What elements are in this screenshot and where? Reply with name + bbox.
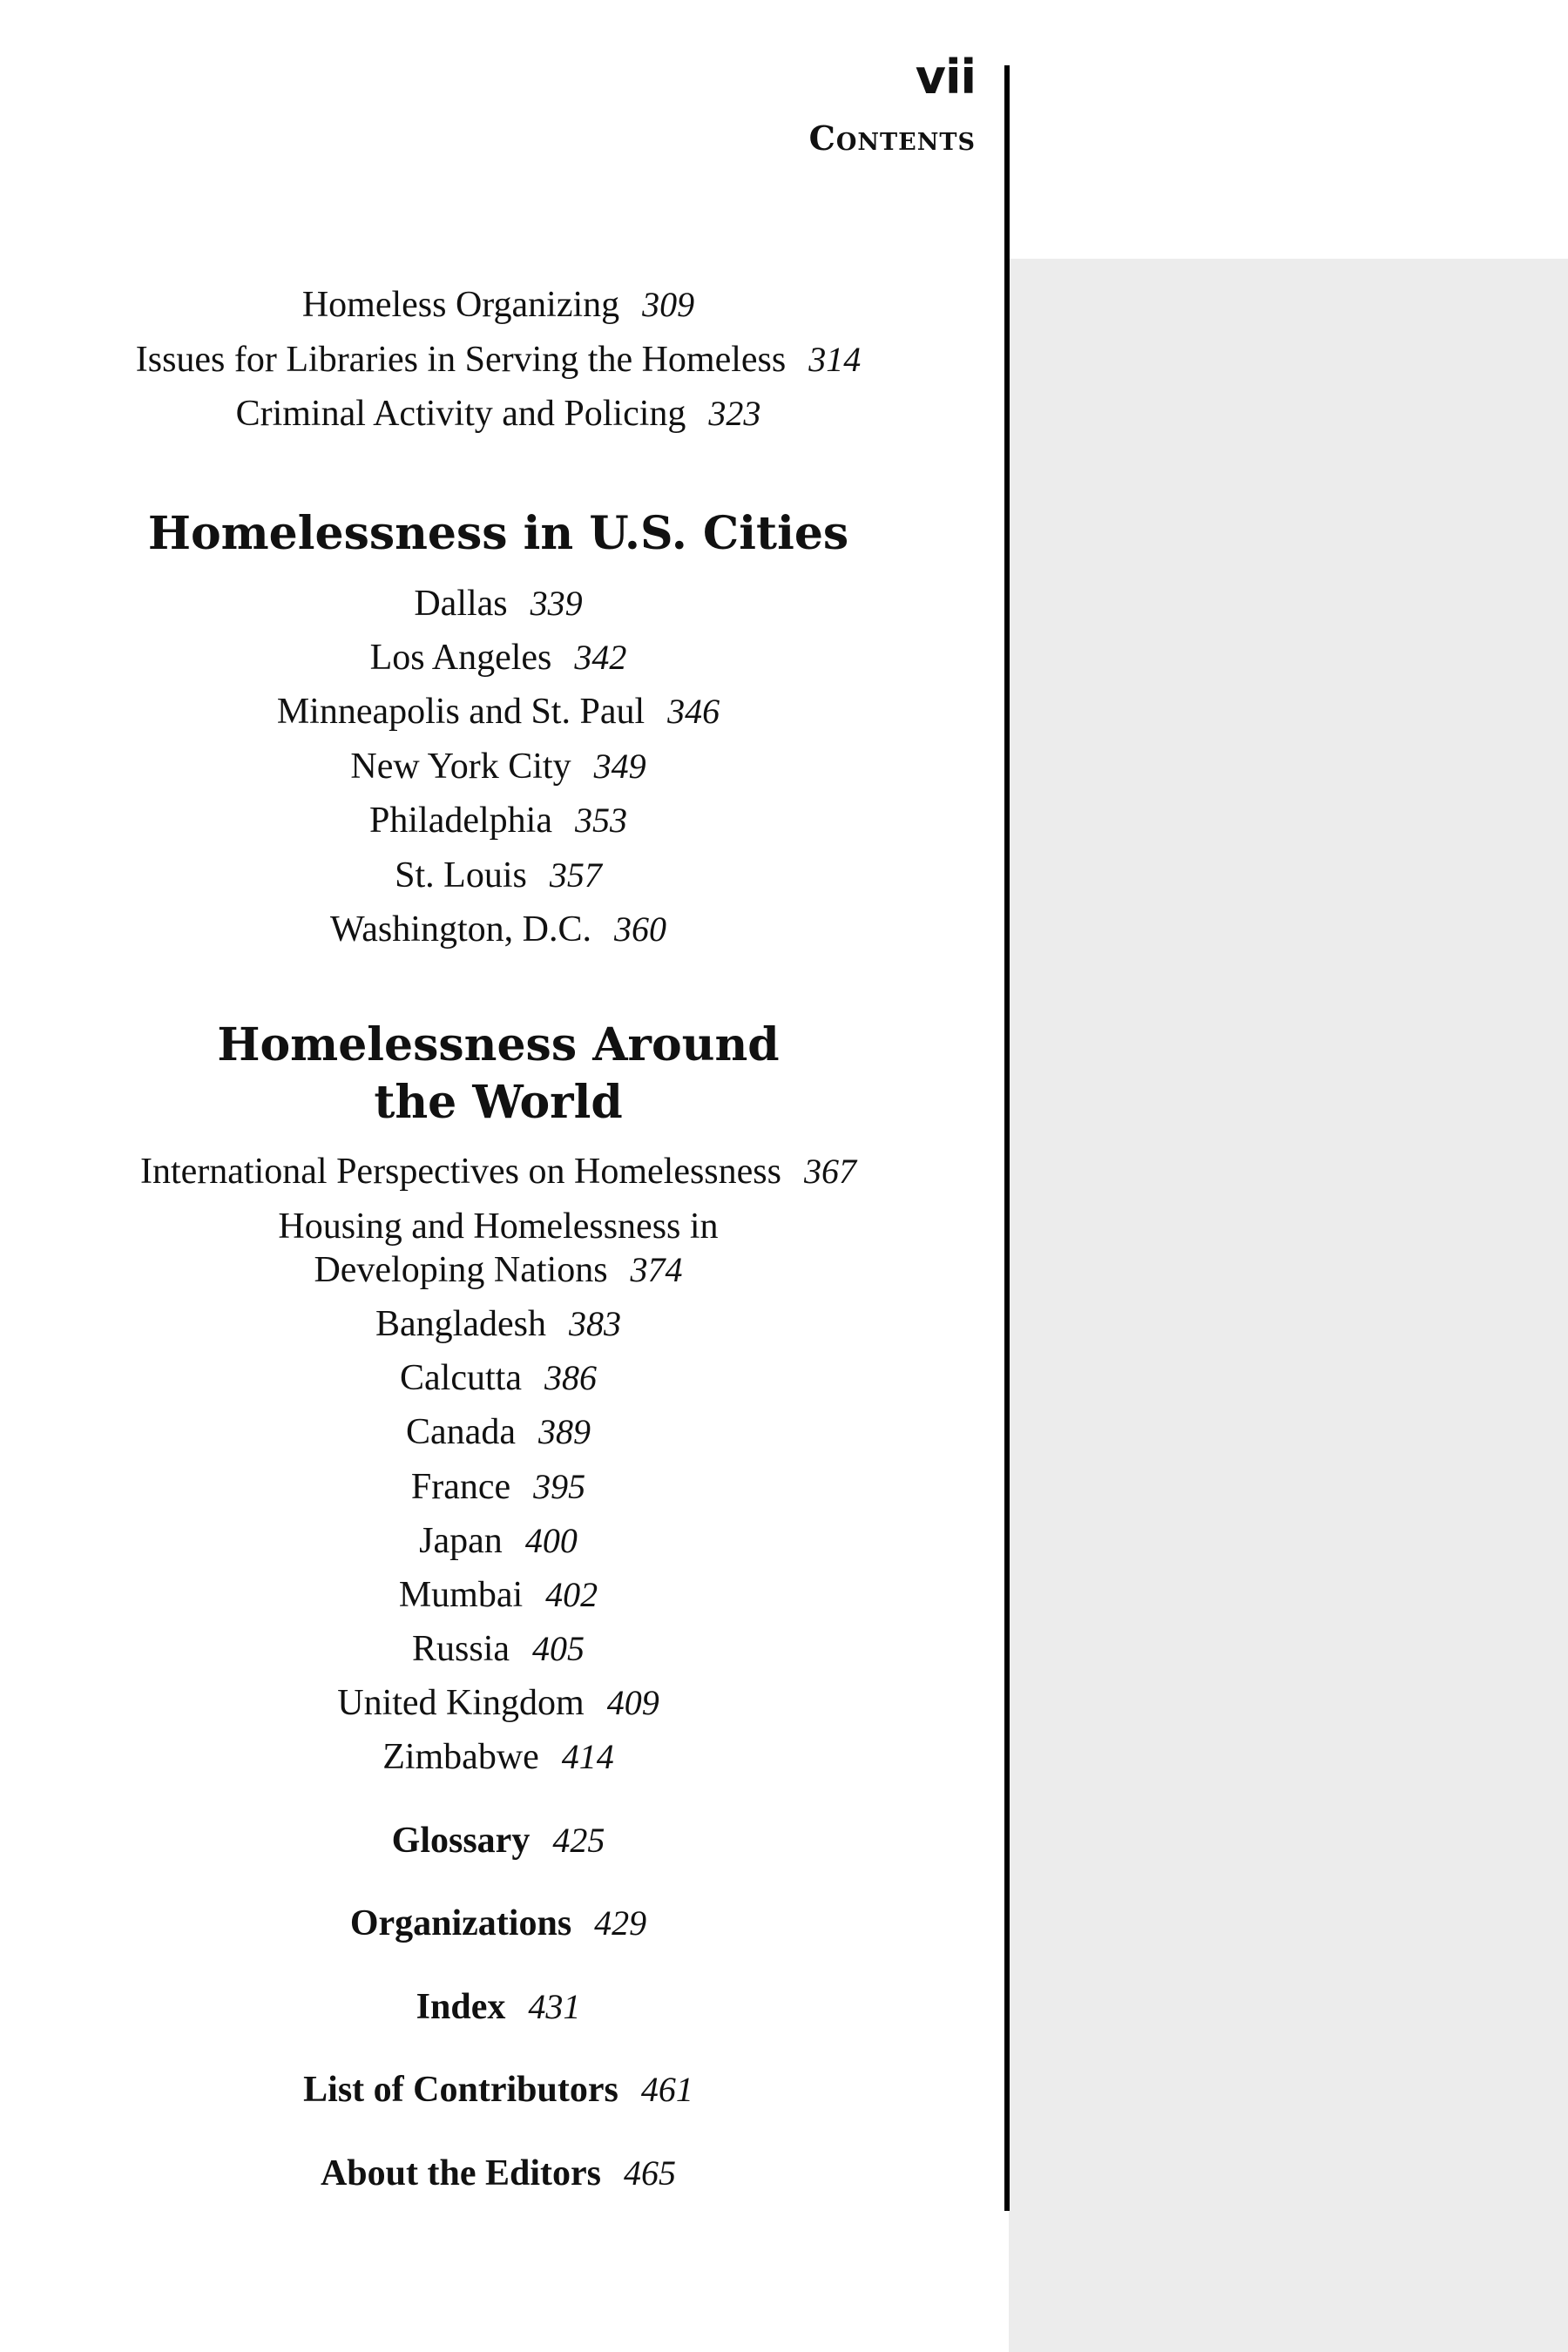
toc-entry-page: 465 (624, 2153, 677, 2193)
toc-entry-title-line: Housing and Homelessness in (278, 1206, 719, 1247)
toc-entry-title: St. Louis (395, 855, 527, 896)
toc-entry-title: Mumbai (398, 1575, 524, 1615)
toc-entry[interactable] (52, 1205, 944, 1292)
toc-entry[interactable] (52, 854, 944, 897)
toc-entry-title: Glossary (391, 1821, 531, 1861)
toc-entry-title: Criminal Activity and Policing (235, 394, 686, 434)
toc-entry-title: Homeless Organizing (301, 285, 620, 325)
page-number: vii (915, 50, 976, 105)
toc-entry-title: About the Editors (320, 2153, 602, 2193)
toc-entry-back-matter[interactable] (52, 2152, 944, 2195)
toc-entry-page: 374 (630, 1250, 683, 1289)
toc-entry[interactable] (52, 1573, 944, 1617)
section-heading-us-cities: Homelessness in U.S. Cities (147, 507, 849, 560)
toc-entry-page: 386 (544, 1358, 597, 1397)
toc-entry-title: Russia (411, 1629, 510, 1669)
toc-entry-title: New York City (350, 747, 571, 787)
toc-entry-page: 349 (593, 747, 646, 786)
margin-panel (1009, 259, 1568, 2352)
section-heading-line: the World (374, 1076, 623, 1129)
toc-entry-page: 414 (561, 1737, 614, 1776)
toc-entry-title: Organizations (349, 1903, 572, 1943)
toc-entry[interactable] (52, 1356, 944, 1400)
toc-entry[interactable] (52, 1519, 944, 1563)
toc-entry[interactable] (52, 1302, 944, 1346)
toc-entry[interactable] (52, 1735, 944, 1779)
toc-entry-back-matter[interactable] (52, 1902, 944, 1945)
toc-entry[interactable] (52, 690, 944, 733)
toc-entry-title: Philadelphia (369, 801, 552, 841)
toc-entry-page: 309 (642, 285, 695, 324)
toc-entry-page: 425 (552, 1821, 605, 1860)
toc-entry[interactable] (52, 283, 944, 327)
toc-entry-title: Calcutta (400, 1358, 522, 1398)
toc-entry-page: 405 (532, 1629, 585, 1668)
toc-entry-title: Los Angeles (369, 638, 552, 678)
toc-entry-title: Minneapolis and St. Paul (276, 692, 645, 732)
toc-entry-back-matter[interactable] (52, 2068, 944, 2112)
toc-entry-title: Canada (406, 1412, 516, 1452)
toc-entry[interactable] (52, 338, 944, 382)
toc-entry[interactable] (52, 1150, 944, 1193)
toc-entry-page: 400 (524, 1521, 578, 1560)
toc-entry-page: 395 (533, 1467, 586, 1506)
toc-entry[interactable] (52, 636, 944, 679)
toc-entry-title: Index (416, 1987, 506, 2027)
section-heading-world (52, 1017, 944, 1132)
toc-entry-title: Washington, D.C. (330, 909, 591, 950)
toc-entry-title: Developing Nations (314, 1250, 608, 1290)
toc-entry[interactable] (52, 1465, 944, 1509)
toc-entry-page: 342 (574, 638, 627, 677)
toc-entry-page: 314 (808, 340, 862, 379)
toc-entry[interactable] (52, 582, 944, 625)
toc-entry-page: 429 (594, 1903, 647, 1943)
toc-entry-page: 339 (530, 584, 583, 623)
toc-entry-page: 346 (667, 692, 720, 731)
toc-entry-title: List of Contributors (303, 2070, 618, 2110)
vertical-rule (1004, 65, 1010, 2211)
toc-entry-title: France (410, 1467, 511, 1507)
toc-entry[interactable] (52, 1681, 944, 1725)
toc-entry-page: 383 (568, 1304, 621, 1343)
toc-entry-title: Bangladesh (375, 1304, 546, 1344)
toc-entry-title: Issues for Libraries in Serving the Homeless (135, 340, 787, 380)
toc-entry-title: Dallas (414, 584, 508, 624)
toc-entry[interactable] (52, 392, 944, 436)
toc-entry-title: Zimbabwe (382, 1737, 539, 1777)
toc-entry-page: 367 (803, 1152, 856, 1191)
toc-entry-page: 357 (549, 855, 602, 895)
toc-entry[interactable] (52, 799, 944, 842)
toc-entry-back-matter[interactable] (52, 1819, 944, 1862)
toc-entry[interactable] (52, 1627, 944, 1671)
toc-entry[interactable] (52, 908, 944, 951)
toc-entry-page: 402 (545, 1575, 598, 1614)
toc-column (52, 0, 944, 2352)
toc-entry-page: 461 (640, 2070, 693, 2109)
toc-entry-back-matter[interactable] (52, 1985, 944, 2029)
toc-entry-title: International Perspectives on Homelessness (140, 1152, 781, 1192)
toc-entry[interactable] (52, 1410, 944, 1454)
running-head: Contents (808, 118, 976, 158)
toc-entry-page: 323 (708, 394, 761, 433)
toc-entry-page: 353 (574, 801, 627, 840)
toc-entry-title: Japan (419, 1521, 503, 1561)
toc-entry[interactable] (52, 745, 944, 788)
toc-entry-title: United Kingdom (337, 1683, 585, 1723)
toc-entry-page: 431 (528, 1987, 581, 2026)
toc-entry-page: 409 (606, 1683, 659, 1722)
toc-entry-page: 360 (613, 909, 666, 949)
toc-entry-page: 389 (537, 1412, 591, 1451)
section-heading-line: Homelessness Around (217, 1018, 780, 1071)
